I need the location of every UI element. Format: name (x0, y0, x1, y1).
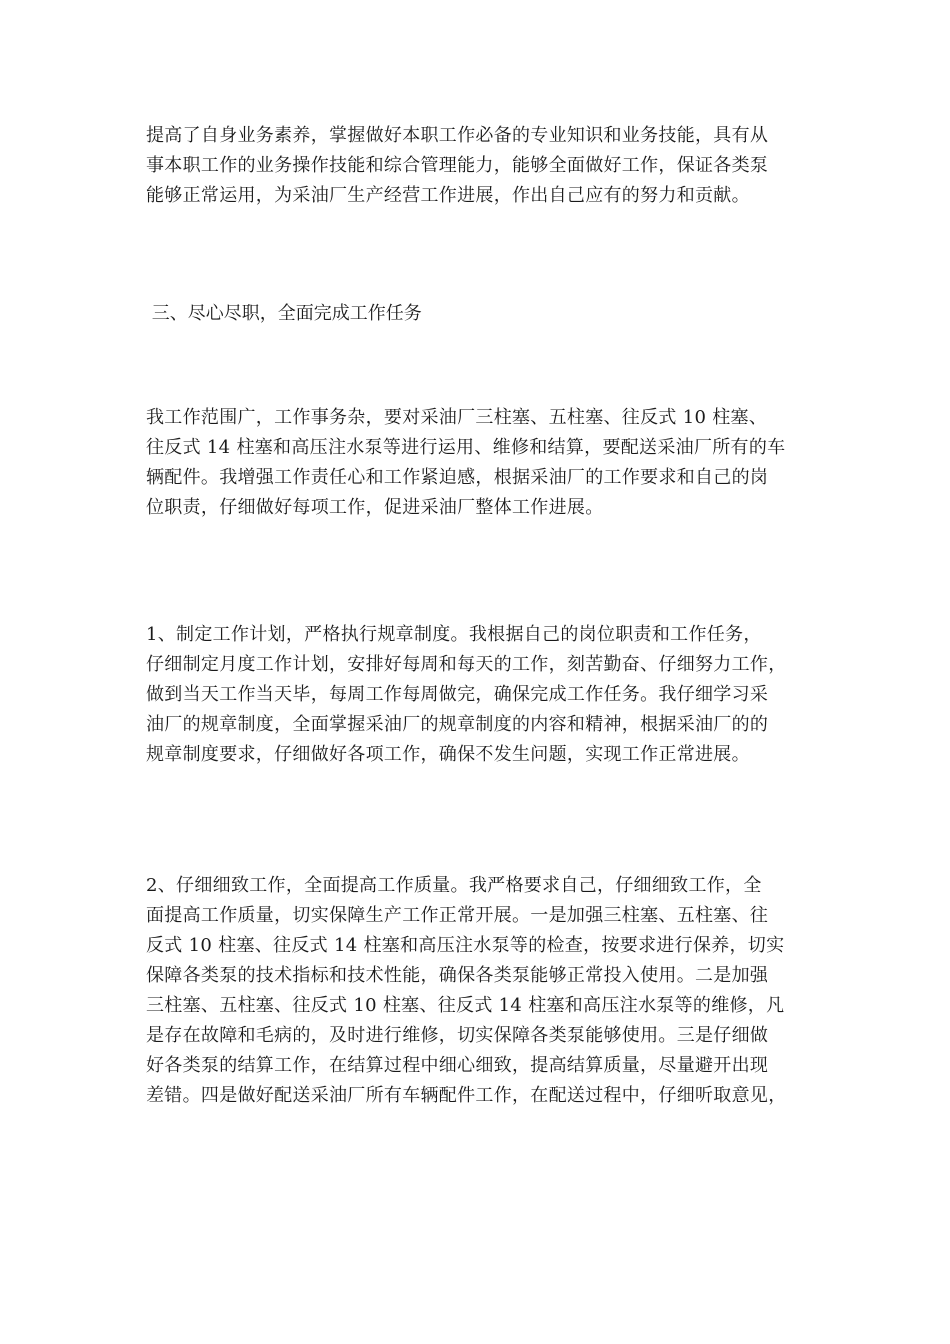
text-line: 我工作范围广，工作事务杂，要对采油厂三柱塞、五柱塞、往反式 10 柱塞、 (146, 407, 768, 428)
text-line: 保障各类泵的技术指标和技术性能，确保各类泵能够正常投入使用。二是加强 (146, 965, 769, 986)
text-line: 位职责，仔细做好每项工作，促进采油厂整体工作进展。 (146, 497, 604, 518)
text-line: 是存在故障和毛病的，及时进行维修，切实保障各类泵能够使用。三是仔细做 (146, 1025, 769, 1046)
text-line: 1、制定工作计划，严格执行规章制度。我根据自己的岗位职责和工作任务， (146, 624, 762, 645)
paragraph-1 (146, 121, 806, 211)
text-line: 仔细制定月度工作计划，安排好每周和每天的工作，刻苦勤奋、仔细努力工作， (146, 654, 787, 675)
paragraph-2 (146, 403, 806, 523)
text-line: 规章制度要求，仔细做好各项工作，确保不发生问题，实现工作正常进展。 (146, 744, 750, 765)
paragraph-4 (146, 871, 806, 1111)
text-line: 辆配件。我增强工作责任心和工作紧迫感，根据采油厂的工作要求和自己的岗 (146, 467, 769, 488)
paragraph-3 (146, 620, 806, 770)
text-line: 2、仔细细致工作，全面提高工作质量。我严格要求自己，仔细细致工作，全 (146, 875, 762, 896)
text-line: 反式 10 柱塞、往反式 14 柱塞和高压注水泵等的检查，按要求进行保养，切实 (146, 935, 785, 956)
section-heading: 三、尽心尽职，全面完成工作任务 (146, 303, 422, 324)
text-line: 能够正常运用，为采油厂生产经营工作进展，作出自己应有的努力和贡献。 (146, 185, 750, 206)
text-line: 三柱塞、五柱塞、往反式 10 柱塞、往反式 14 柱塞和高压注水泵等的维修，凡 (146, 995, 785, 1016)
text-line: 油厂的规章制度，全面掌握采油厂的规章制度的内容和精神，根据采油厂的的 (146, 714, 769, 735)
text-line: 做到当天工作当天毕，每周工作每周做完，确保完成工作任务。我仔细学习采 (146, 684, 769, 705)
text-line: 往反式 14 柱塞和高压注水泵等进行运用、维修和结算，要配送采油厂所有的车 (146, 437, 786, 458)
text-line: 提高了自身业务素养，掌握做好本职工作必备的专业知识和业务技能，具有从 (146, 125, 769, 146)
text-line: 面提高工作质量，切实保障生产工作正常开展。一是加强三柱塞、五柱塞、往 (146, 905, 769, 926)
text-line: 好各类泵的结算工作，在结算过程中细心细致，提高结算质量，尽量避开出现 (146, 1055, 769, 1076)
text-line: 事本职工作的业务操作技能和综合管理能力，能够全面做好工作，保证各类泵 (146, 155, 769, 176)
text-line: 差错。四是做好配送采油厂所有车辆配件工作，在配送过程中，仔细听取意见， (146, 1085, 787, 1106)
